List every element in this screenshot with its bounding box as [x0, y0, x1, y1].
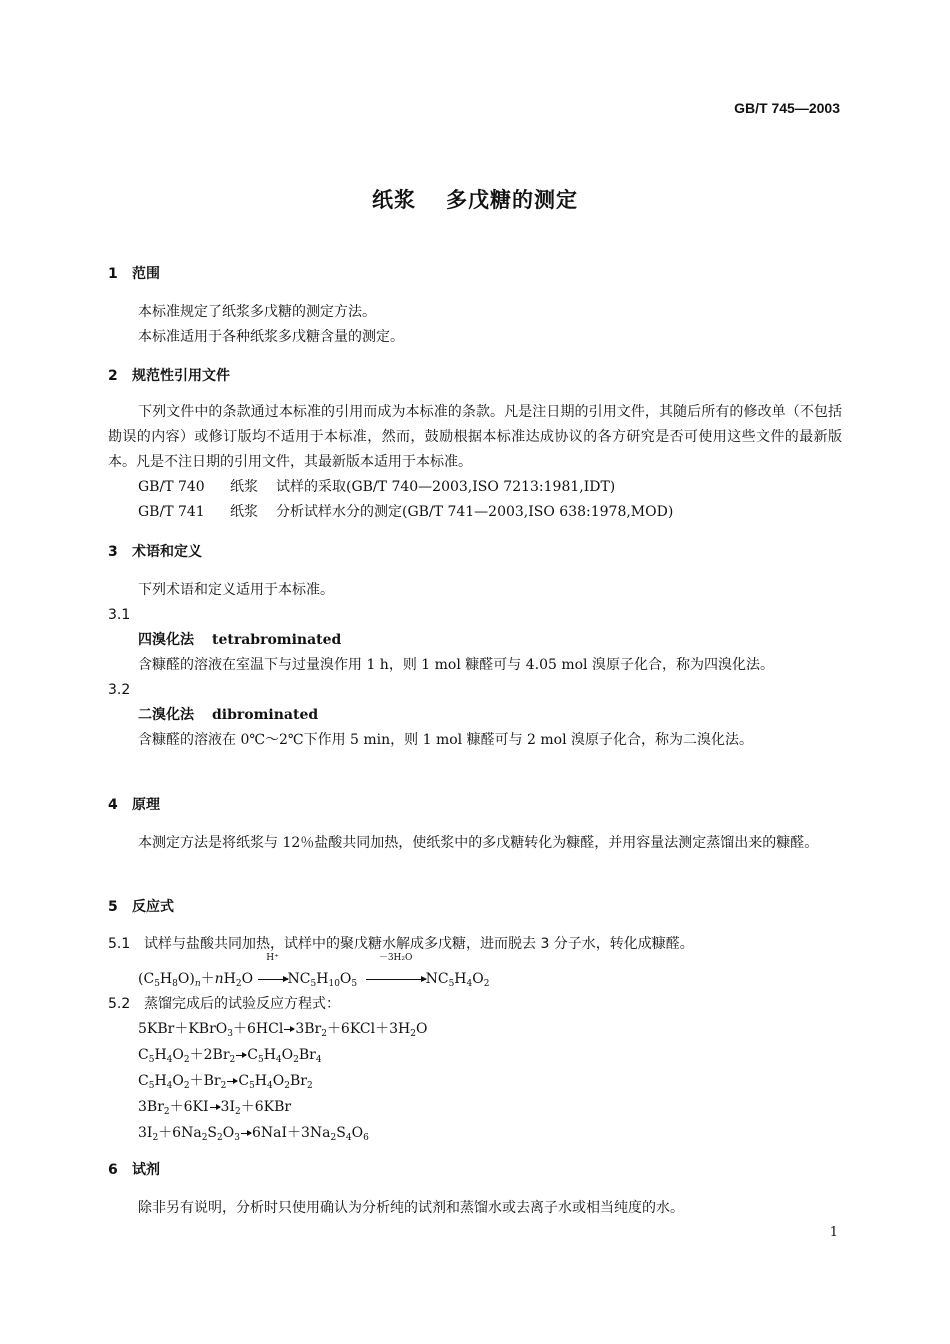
equation: $C_5H_4O_2+2Br_2$ $C_5H_4O_2Br_4$ — [138, 1047, 322, 1065]
equation: 5KBr＋KBrO$_3$＋6HCl $3Br_2+6KCl+3H_2O$ — [138, 1021, 428, 1039]
section-4-body — [108, 831, 842, 856]
paragraph: 除非另有说明，分析时只使用确认为分析纯的试剂和蒸馏水或去离子水或相当纯度的水。 — [138, 1200, 684, 1216]
section-heading: 3 术语和定义 — [108, 544, 202, 560]
section-1 — [108, 262, 842, 287]
standard-code: GB/T 745—2003 — [734, 100, 840, 116]
section-2-body — [108, 400, 842, 525]
clause-number: 3.1 — [108, 607, 131, 623]
term-heading: 四溴化法 tetrabrominated — [138, 632, 342, 648]
section-heading: 6 试剂 — [108, 1162, 160, 1178]
paragraph: 下列术语和定义适用于本标准。 — [138, 582, 334, 598]
reference-item: GB/T 741 纸浆 分析试样水分的测定(GB/T 741—2003,ISO 638:1978,MOD) — [138, 504, 674, 520]
document-title — [0, 184, 950, 214]
term-heading: 二溴化法 dibrominated — [138, 707, 319, 723]
paragraph: 本标准规定了纸浆多戊糖的测定方法。 — [138, 304, 376, 320]
equation: $C_5H_4O_2+Br_2$ $C_5H_4O_2Br_2$ — [138, 1073, 313, 1091]
section-heading: 2 规范性引用文件 — [108, 368, 230, 384]
clause-5-2: 5.2 蒸馏完成后的试验反应方程式： — [108, 996, 340, 1012]
clause-5-1: 5.1 试样与盐酸共同加热，试样中的聚戊糖水解成多戊糖，进而脱去 3 分子水，转化成糠醛。 — [108, 936, 694, 952]
section-2 — [108, 364, 842, 389]
reaction-arrow: －3H₂O — [366, 967, 426, 992]
equation: $3I_2+6Na_2S_2O_3$ $6NaI+3Na_2S_4O_6$ — [138, 1125, 369, 1143]
title-part2: 多戊糖的测定 — [446, 188, 578, 212]
section-6 — [108, 1158, 842, 1183]
title-part1: 纸浆 — [372, 188, 416, 212]
equation: $3Br_2+6KI$ $3I_2+6KBr$ — [138, 1099, 292, 1117]
paragraph: 下列文件中的条款通过本标准的引用而成为本标准的条款。凡是注日期的引用文件，其随后所有的修改单（不包括勘误的内容）或修订版均不适用于本标准，然而，鼓励根据本标准达成协议的各方研究是否可使用这些文件的最新版本。凡是不注日期的引用文件，其最新版本适用于本标准。 — [108, 404, 842, 470]
paragraph: 本测定方法是将纸浆与 12％盐酸共同加热，使纸浆中的多戊糖转化为糠醛，并用容量法测定蒸馏出来的糠醛。 — [138, 835, 819, 851]
section-heading: 5 反应式 — [108, 899, 174, 915]
section-heading: 4 原理 — [108, 797, 160, 813]
section-6-body — [108, 1196, 842, 1221]
section-1-body — [108, 300, 842, 350]
term-definition: 含糠醛的溶液在室温下与过量溴作用 1 h，则 1 mol 糠醛可与 4.05 mol 溴原子化合，称为四溴化法。 — [138, 657, 774, 673]
reaction-arrow: H⁺ — [258, 967, 288, 992]
section-4 — [108, 793, 842, 818]
term-definition: 含糠醛的溶液在 0℃～2℃下作用 5 min，则 1 mol 糠醛可与 2 mol 溴原子化合，称为二溴化法。 — [138, 732, 754, 748]
section-3 — [108, 540, 842, 565]
section-3-body — [108, 578, 842, 753]
reference-item: GB/T 740 纸浆 试样的采取(GB/T 740—2003,ISO 7213:1981,IDT) — [138, 479, 616, 495]
clause-number: 3.2 — [108, 682, 131, 698]
section-heading: 1 范围 — [108, 266, 160, 282]
paragraph: 本标准适用于各种纸浆多戊糖含量的测定。 — [138, 329, 404, 345]
page-number: 1 — [829, 1225, 838, 1240]
section-5 — [108, 895, 842, 920]
equation-hydrolysis: $(C_5H_8O)_n+nH_2O$ H⁺ $NC_5H_{10}O_5$ －3H₂O $NC_5H_4O_2$ — [108, 967, 842, 992]
section-5-body — [108, 932, 842, 1146]
